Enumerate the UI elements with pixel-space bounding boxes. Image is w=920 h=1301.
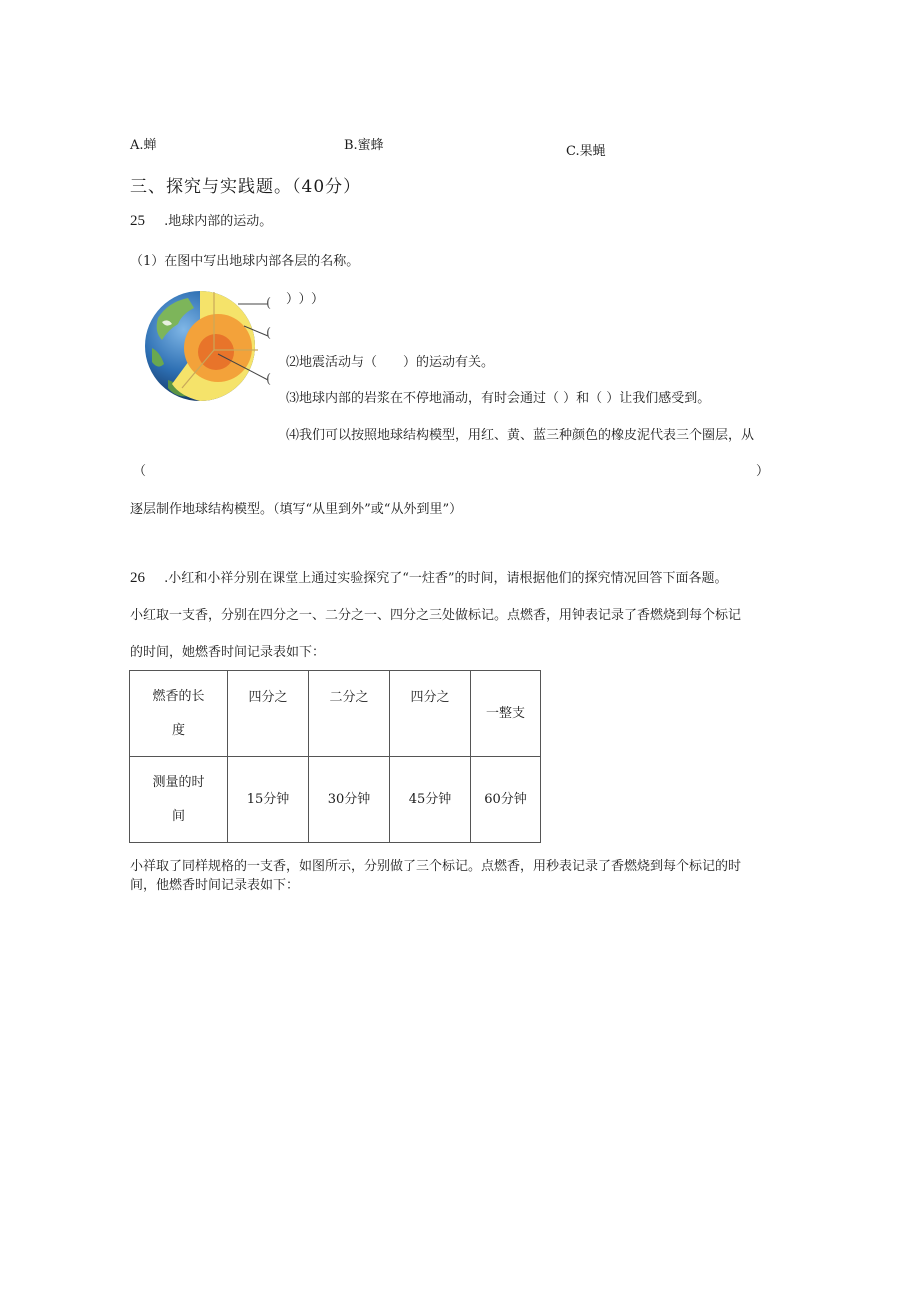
- q25-sub4-close-paren: ）: [756, 464, 770, 479]
- table-cell: 60分钟: [471, 757, 541, 843]
- q26-para2-line2: 间，他燃香时间记录表如下：: [130, 878, 300, 893]
- q26-para1-line2: 的时间，她燃香时间记录表如下：: [130, 645, 326, 660]
- table-cell: 45分钟: [390, 757, 471, 843]
- table-row: [130, 671, 541, 757]
- incense-time-table: [129, 670, 541, 843]
- row-header-length: 燃香的长 度: [130, 671, 228, 757]
- q25-sub1: （1）在图中写出地球内部各层的名称。: [130, 254, 360, 269]
- question-26-heading: [130, 567, 728, 587]
- q25-sub4-open-paren: （: [133, 464, 147, 479]
- table-cell: 四分之: [390, 671, 471, 757]
- q26-para1-line1: 小红取一支香，分别在四分之一、二分之一、四分之三处做标记。点燃香，用钟表记录了香燃烧到每个标记: [130, 608, 742, 623]
- q25-sub2: ⑵地震活动与（ ）的运动有关。: [286, 355, 495, 370]
- table-cell: 二分之: [309, 671, 390, 757]
- table-cell: 30分钟: [309, 757, 390, 843]
- q26-para2-line1: 小祥取了同样规格的一支香，如图所示，分别做了三个标记。点燃香，用秒表记录了香燃烧到每个标记的时: [130, 859, 742, 874]
- q25-sub3: ⑶地球内部的岩浆在不停地涌动，有时会通过（ ）和（ ）让我们感受到。: [286, 391, 711, 406]
- question-number: 25: [130, 213, 145, 229]
- table-cell: 15分钟: [228, 757, 309, 843]
- q25-sub4-line3: 逐层制作地球结构模型。（填写“从里到外”或“从外到里”）: [130, 502, 463, 517]
- option-c: C.果蝇: [566, 144, 606, 159]
- table-row: [130, 757, 541, 843]
- q25-sub4-line1: ⑷我们可以按照地球结构模型，用红、黄、蓝三种颜色的橡皮泥代表三个圈层，从: [286, 428, 755, 443]
- table-cell: 一整支: [471, 671, 541, 757]
- question-title: .地球内部的运动。: [164, 214, 273, 229]
- globe-label-crust[interactable]: (: [266, 296, 272, 311]
- earth-cross-section-icon: [138, 288, 273, 403]
- earth-structure-diagram: [138, 288, 273, 403]
- section-title: 三、探究与实践题。（40分）: [130, 177, 362, 197]
- question-number: 26: [130, 570, 145, 586]
- option-b: B.蜜蜂: [344, 138, 384, 153]
- answer-closing-parens: ）））: [286, 292, 331, 307]
- table-cell: 四分之: [228, 671, 309, 757]
- globe-label-mantle[interactable]: (: [266, 326, 272, 341]
- option-a: A.蝉: [130, 138, 157, 153]
- question-25-heading: [130, 210, 272, 230]
- row-header-time: 测量的时 间: [130, 757, 228, 843]
- globe-label-core[interactable]: (: [266, 372, 272, 387]
- question-title: .小红和小祥分别在课堂上通过实验探究了“一炷香”的时间，请根据他们的探究情况回答下面各题。: [164, 571, 728, 586]
